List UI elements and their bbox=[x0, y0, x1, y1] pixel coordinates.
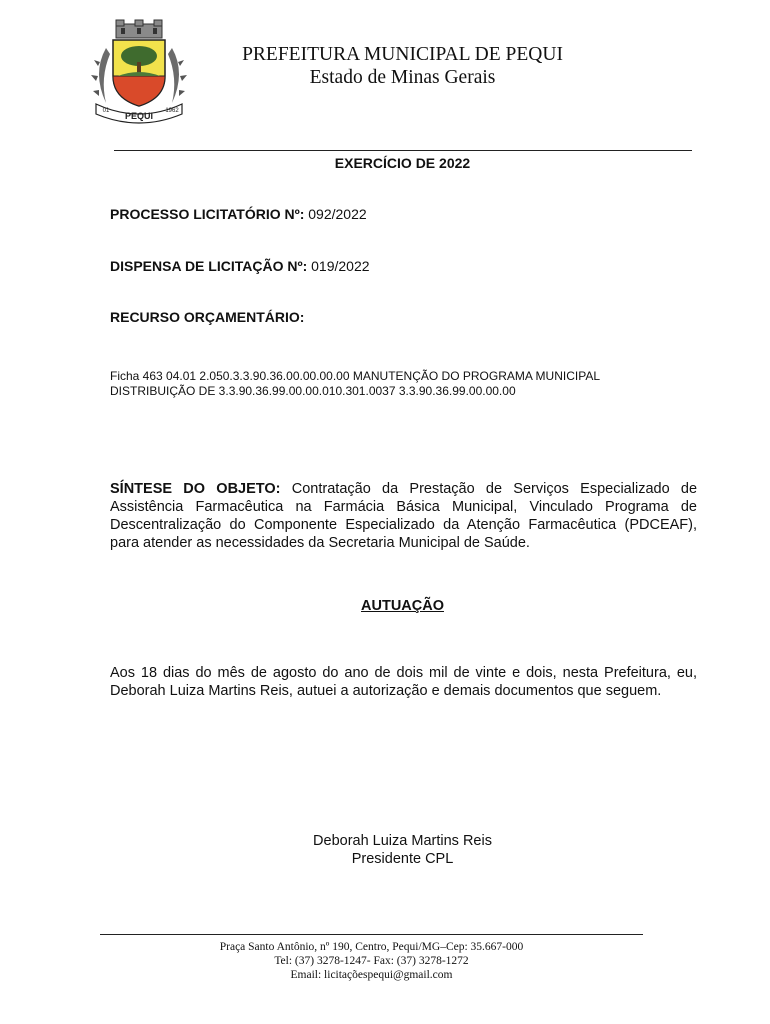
dispensa-value: 019/2022 bbox=[311, 258, 370, 274]
budget-line bbox=[110, 369, 670, 399]
dispensa-field bbox=[110, 257, 370, 275]
signatory-role: Presidente CPL bbox=[351, 851, 454, 867]
object-summary-label: SÍNTESE DO OBJETO: bbox=[110, 481, 281, 497]
footer-address: Praça Santo Antônio, nº 190, Centro, Pequi/MG–Cep: 35.667-000 bbox=[219, 941, 524, 953]
page-title: PREFEITURA MUNICIPAL DE PEQUI bbox=[242, 44, 563, 65]
signatory-name: Deborah Luiza Martins Reis bbox=[313, 833, 492, 849]
processo-value: 092/2022 bbox=[308, 206, 367, 222]
budget-line-2: DISTRIBUIÇÃO DE 3.3.90.36.99.00.00.010.301.0037 3.3.90.36.99.00.00.00 bbox=[110, 384, 516, 398]
svg-text:01: 01 bbox=[102, 108, 110, 114]
object-summary-text: Contratação da Prestação de Serviços Especializado de Assistência Farmacêutica na Farmácia Básica Municipal, Vinculado Programa de Descentralização do Componente Especializado da Atenção Farmacêutica (PDCEAF), para atender as necessidades da Secretaria Municipal de Saúde. bbox=[110, 481, 698, 551]
autuacao-paragraph: Aos 18 dias do mês de agosto do ano de dois mil de vinte e dois, nesta Prefeitura, eu, Deborah Luiza Martins Reis, autuei a autorização e demais documentos que seguem. bbox=[110, 665, 697, 699]
autuacao-heading: AUTUAÇÃO bbox=[361, 598, 444, 614]
footer-phone: Tel: (37) 3278-1247- Fax: (37) 3278-1272 bbox=[274, 955, 469, 967]
svg-text:PEQUI: PEQUI bbox=[124, 111, 154, 121]
dispensa-label: DISPENSA DE LICITAÇÃO Nº: bbox=[110, 258, 308, 274]
svg-text:1962: 1962 bbox=[165, 108, 179, 114]
recurso-field bbox=[110, 308, 304, 326]
exercise-year-heading: EXERCÍCIO DE 2022 bbox=[334, 155, 471, 171]
budget-line-1: Ficha 463 04.01 2.050.3.3.90.36.00.00.00.00 MANUTENÇÃO DO PROGRAMA MUNICIPAL bbox=[110, 369, 601, 383]
processo-field bbox=[110, 205, 367, 223]
coat-of-arms-icon bbox=[86, 18, 192, 130]
page-subtitle: Estado de Minas Gerais bbox=[309, 67, 496, 88]
footer-email: Email: licitaçõespequi@gmail.com bbox=[290, 969, 453, 981]
recurso-label: RECURSO ORÇAMENTÁRIO: bbox=[110, 309, 305, 325]
object-summary bbox=[110, 480, 697, 552]
header-divider bbox=[114, 150, 692, 151]
footer-divider bbox=[100, 934, 643, 935]
processo-label: PROCESSO LICITATÓRIO Nº: bbox=[110, 206, 305, 222]
